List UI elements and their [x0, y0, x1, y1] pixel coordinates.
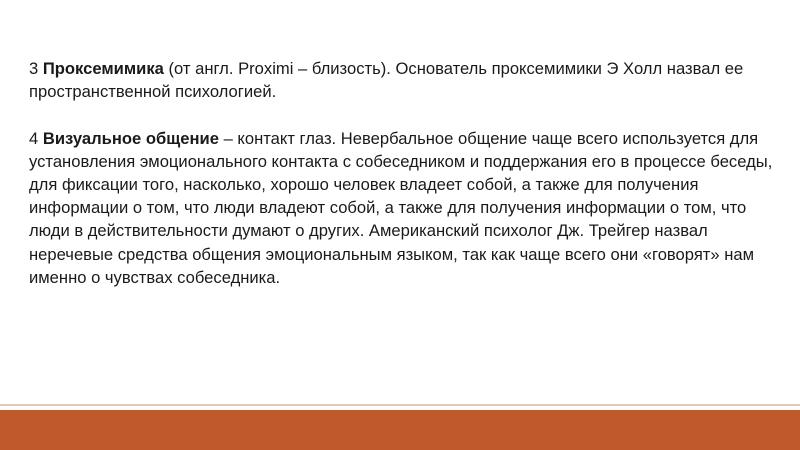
- term-proxemics: Проксемимика: [42, 59, 164, 78]
- paragraph-visual-communication: [29, 127, 774, 289]
- paragraph-proxemics: [29, 57, 774, 103]
- footer-accent-bar: [0, 410, 800, 450]
- slide-body: [29, 57, 774, 289]
- paragraph-number: 3: [29, 59, 39, 78]
- term-visual-communication: Визуальное общение: [42, 128, 219, 148]
- paragraph-text: – контакт глаз. Невербальное общение чаще всего используется для установления эмоционального контакта с собеседником и поддержания его в процессе беседы, для фиксации того, насколько, хорошо человек владеет собой, а также для получения информации о том, что люди владеют собой, а также для получения информации о том, что люди в действительности думают о других. Американский психолог Дж. Трейгер назвал неречевые средства общения эмоциональным языком, так как чаще всего они «говорят» нам именно о чувствах собеседника.: [29, 128, 773, 287]
- paragraph-number: 4: [29, 128, 39, 148]
- footer-divider: [0, 404, 800, 406]
- paragraph-text: (от англ. Proximi – близость). Основатель проксемимики Э Холл назвал ее пространственной психологией.: [29, 59, 744, 102]
